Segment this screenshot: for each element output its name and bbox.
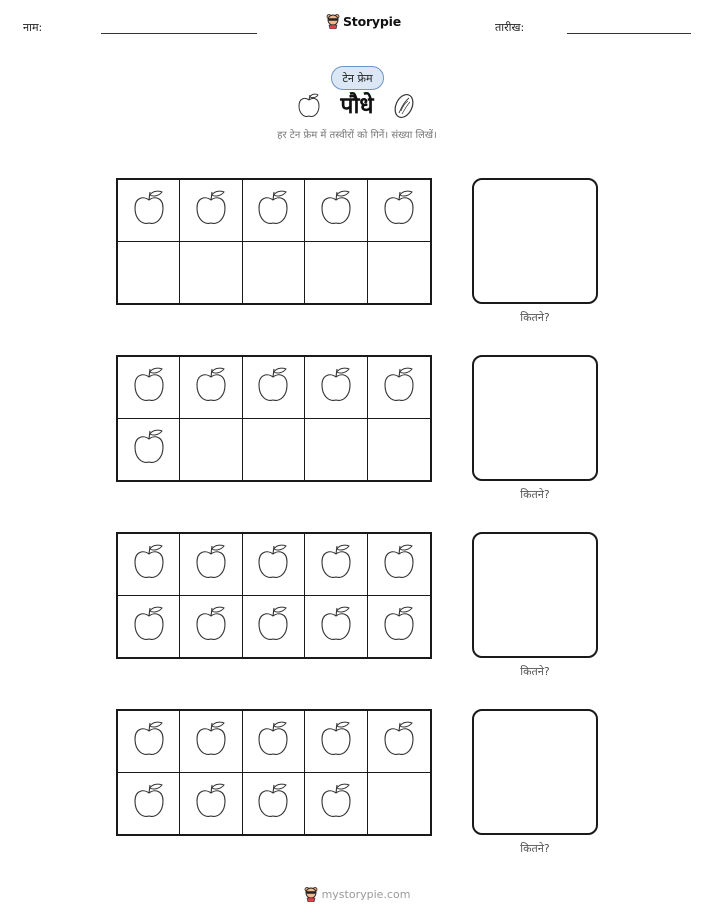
logo-text: Storypie: [343, 13, 401, 29]
frame-cell: [118, 357, 180, 419]
ten-frame-1: [116, 178, 432, 305]
frame-cell: [180, 419, 242, 481]
frame-cell: [180, 180, 242, 242]
frame-cell: [118, 711, 180, 773]
frame-cell: [305, 357, 367, 419]
frame-cell: [368, 242, 430, 304]
frame-cell: [118, 419, 180, 481]
ten-frame-4: [116, 709, 432, 836]
frame-cell: [368, 180, 430, 242]
apple-icon: [255, 604, 291, 648]
frame-cell: [180, 596, 242, 658]
apple-icon: [318, 604, 354, 648]
footer: [0, 886, 714, 902]
frame-cell: [118, 773, 180, 835]
apple-icon: [193, 719, 229, 763]
apple-icon: [381, 719, 417, 763]
apple-icon: [381, 604, 417, 648]
bear-mascot-icon: [326, 13, 340, 29]
apple-icon: [131, 427, 167, 471]
storypie-logo: [326, 13, 401, 29]
apple-icon: [318, 781, 354, 825]
answer-label-1: कितने?: [520, 311, 550, 324]
answer-label-4: कितने?: [520, 842, 550, 855]
frame-cell: [243, 242, 305, 304]
apple-icon: [193, 542, 229, 586]
ten-frame-2: [116, 355, 432, 482]
apple-icon: [296, 92, 322, 120]
apple-icon: [318, 188, 354, 232]
apple-icon: [131, 188, 167, 232]
frame-cell: [305, 534, 367, 596]
frame-cell: [243, 419, 305, 481]
frame-cell: [368, 534, 430, 596]
apple-icon: [318, 365, 354, 409]
frame-cell: [305, 711, 367, 773]
apple-icon: [318, 542, 354, 586]
frame-cell: [243, 711, 305, 773]
answer-label-3: कितने?: [520, 665, 550, 678]
frame-cell: [118, 242, 180, 304]
bear-mascot-icon: [304, 886, 318, 902]
frame-cell: [368, 711, 430, 773]
apple-icon: [318, 719, 354, 763]
apple-icon: [255, 781, 291, 825]
frame-cell: [243, 357, 305, 419]
frame-cell: [368, 357, 430, 419]
frame-cell: [305, 773, 367, 835]
answer-box-2[interactable]: [472, 355, 598, 481]
frame-cell: [118, 596, 180, 658]
frame-cell: [368, 596, 430, 658]
frame-cell: [118, 534, 180, 596]
apple-icon: [131, 719, 167, 763]
ten-frame-badge: टेन फ्रेम: [331, 66, 384, 90]
frame-cell: [180, 357, 242, 419]
apple-icon: [131, 604, 167, 648]
date-label: तारीख:: [495, 21, 525, 34]
frame-cell: [243, 534, 305, 596]
frame-cell: [180, 773, 242, 835]
frame-cell: [305, 242, 367, 304]
apple-icon: [381, 365, 417, 409]
apple-icon: [131, 781, 167, 825]
apple-icon: [193, 604, 229, 648]
apple-icon: [381, 542, 417, 586]
frame-cell: [118, 180, 180, 242]
apple-icon: [131, 542, 167, 586]
frame-cell: [305, 596, 367, 658]
apple-icon: [255, 719, 291, 763]
frame-cell: [243, 180, 305, 242]
apple-icon: [255, 188, 291, 232]
page-title: पौधे: [340, 93, 374, 119]
seed-icon: [392, 91, 416, 121]
frame-cell: [368, 419, 430, 481]
ten-frame-3: [116, 532, 432, 659]
footer-url[interactable]: mystorypie.com: [321, 887, 411, 901]
apple-icon: [381, 188, 417, 232]
frame-cell: [243, 773, 305, 835]
frame-cell: [368, 773, 430, 835]
apple-icon: [255, 365, 291, 409]
frame-cell: [305, 419, 367, 481]
apple-icon: [193, 188, 229, 232]
frame-cell: [180, 711, 242, 773]
apple-icon: [255, 542, 291, 586]
answer-label-2: कितने?: [520, 488, 550, 501]
date-field-line[interactable]: [567, 33, 691, 34]
frame-cell: [180, 534, 242, 596]
apple-icon: [193, 781, 229, 825]
apple-icon: [131, 365, 167, 409]
frame-cell: [305, 180, 367, 242]
apple-icon: [193, 365, 229, 409]
instructions: हर टेन फ्रेम में तस्वीरों को गिनें। संख्या लिखें।: [277, 130, 437, 141]
answer-box-3[interactable]: [472, 532, 598, 658]
answer-box-1[interactable]: [472, 178, 598, 304]
frame-cell: [180, 242, 242, 304]
answer-box-4[interactable]: [472, 709, 598, 835]
name-field-line[interactable]: [101, 33, 257, 34]
frame-cell: [243, 596, 305, 658]
name-label: नाम:: [23, 21, 43, 34]
